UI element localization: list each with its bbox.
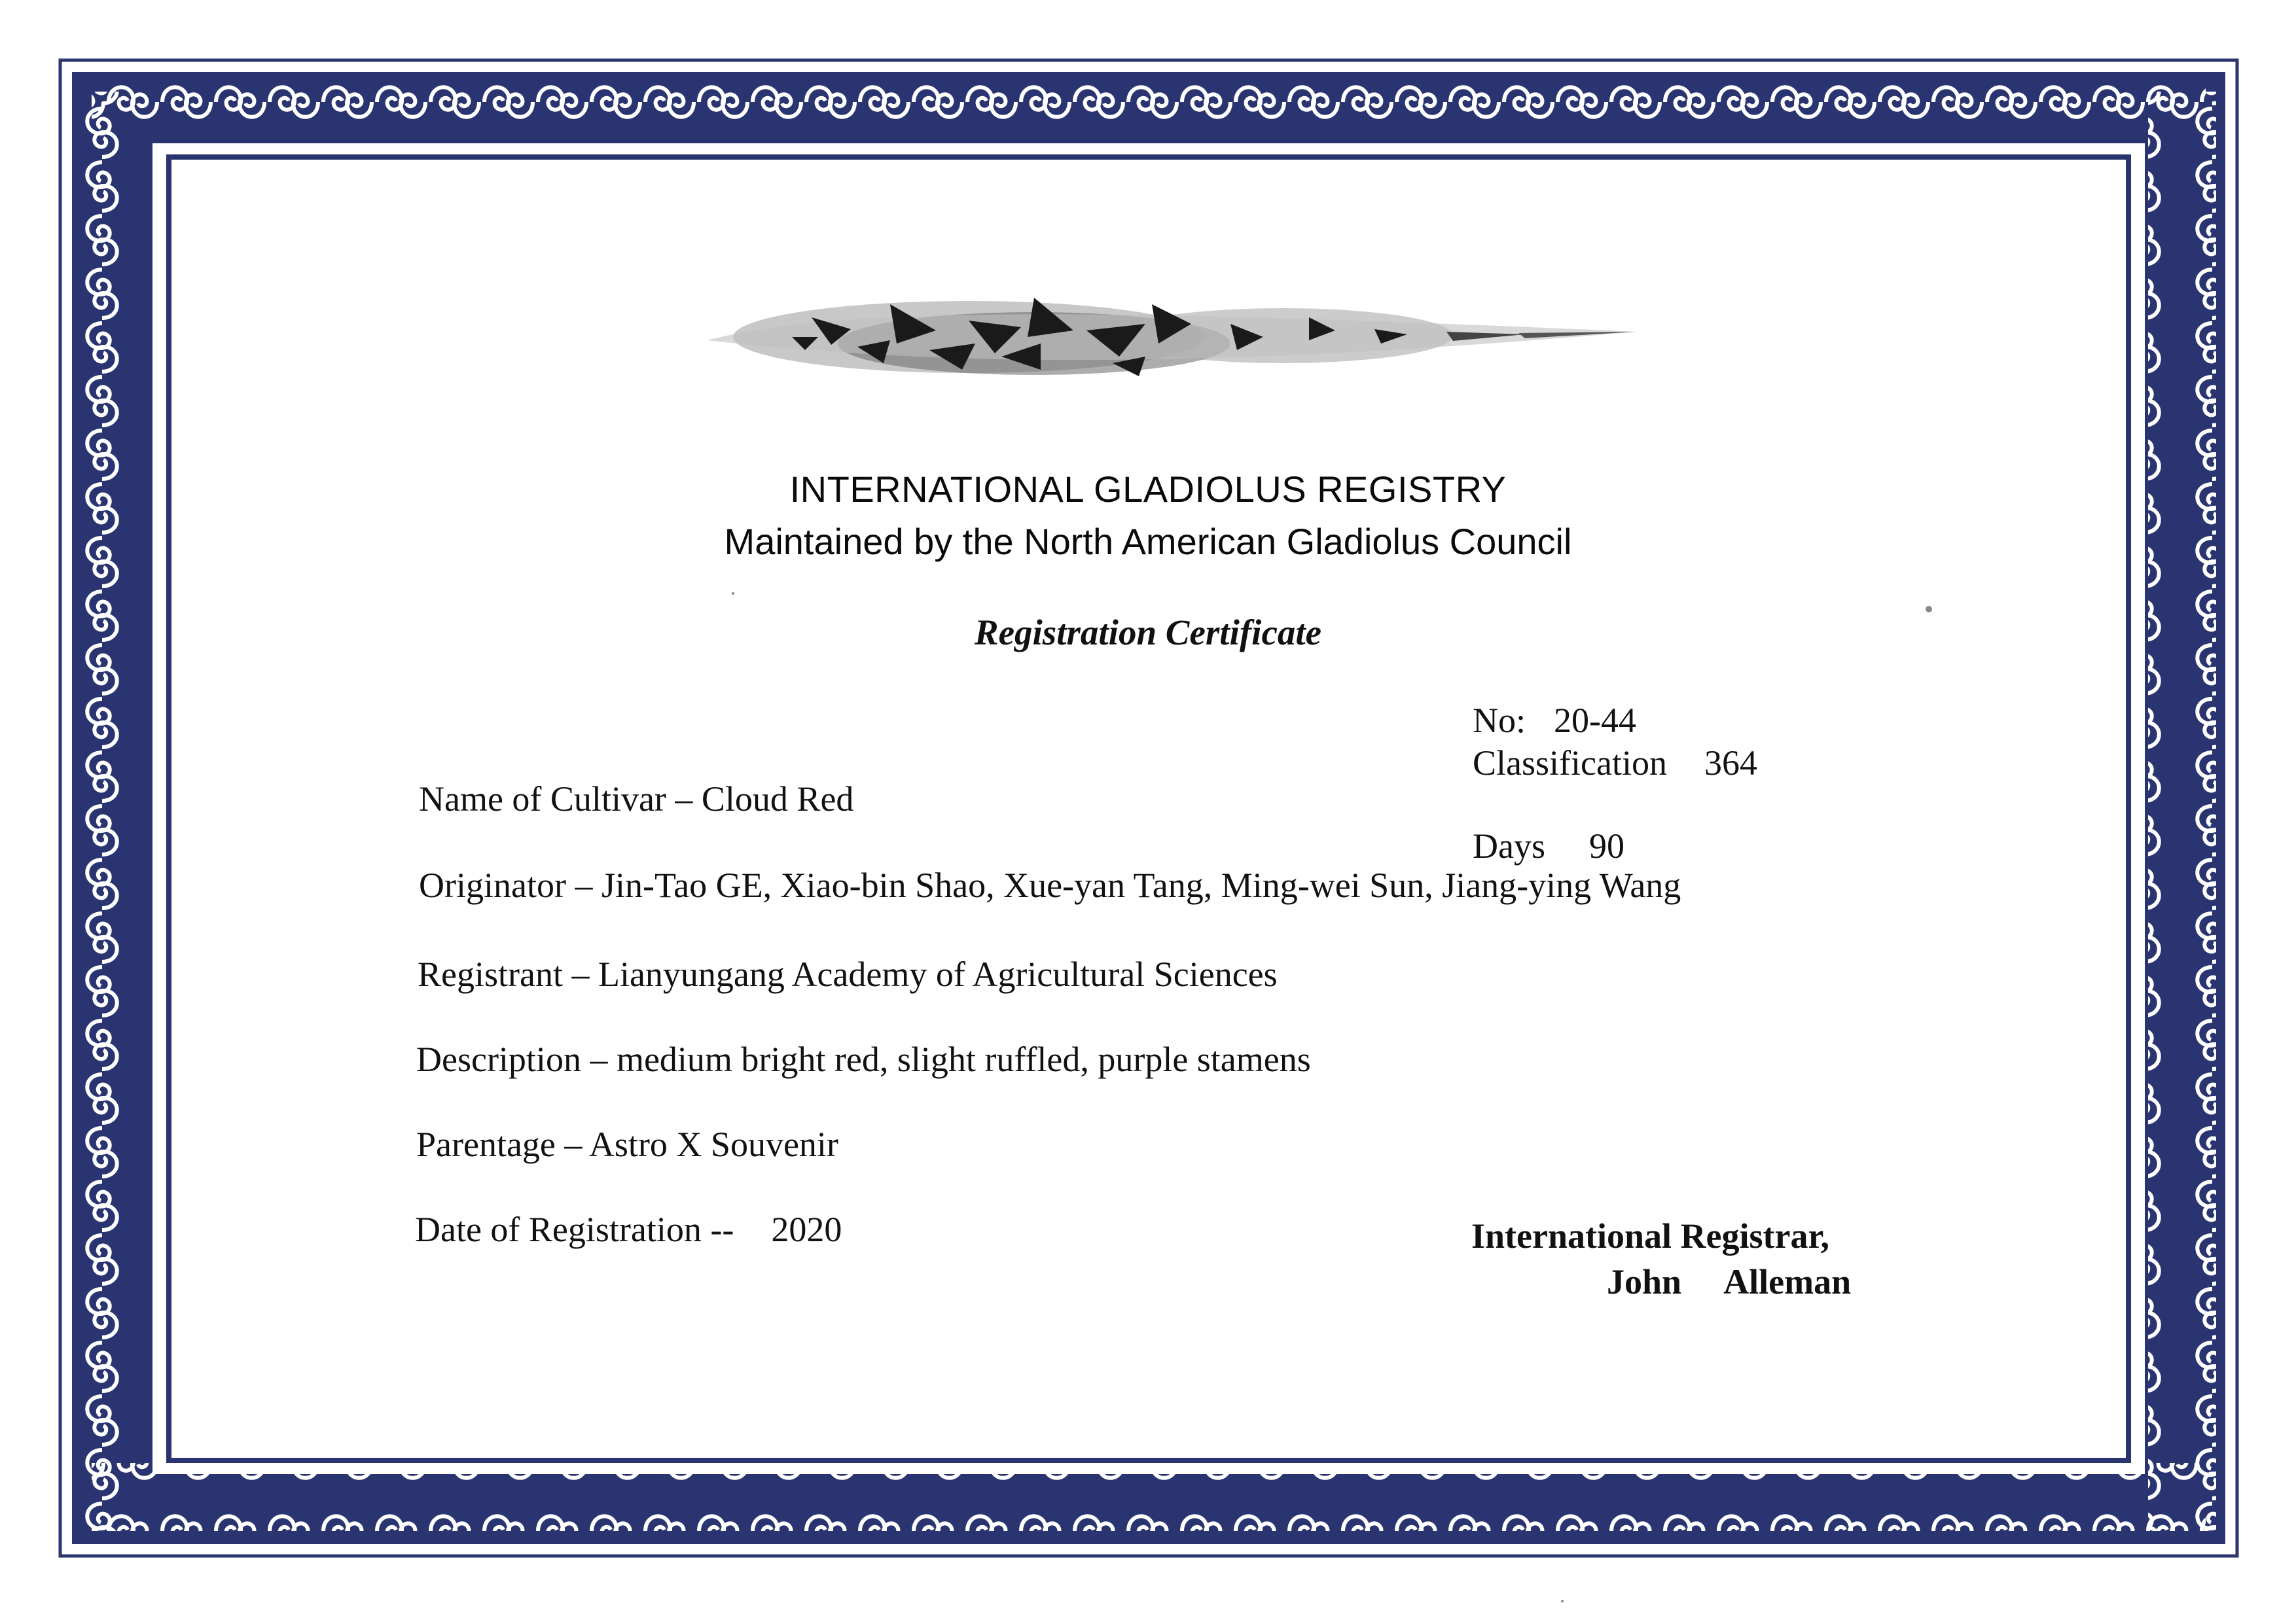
originator [419, 865, 1681, 906]
date-label: Date of Registration -- [415, 1210, 734, 1249]
registrar-last-name: Alleman [1723, 1262, 1852, 1301]
number-label: No: [1473, 701, 1526, 740]
cultivar-value: Cloud Red [701, 779, 854, 819]
scan-speck [732, 592, 734, 595]
classification-value: 364 [1704, 743, 1757, 783]
registrant-label: Registrant – [418, 955, 590, 994]
description-value: medium bright red, slight ruffled, purple stamens [616, 1040, 1311, 1079]
originator-value: Jin-Tao GE, Xiao-bin Shao, Xue-yan Tang, Ming-wei Sun, Jiang-ying Wang [601, 866, 1681, 905]
days-value: 90 [1588, 826, 1624, 866]
description [416, 1039, 1311, 1080]
scan-speck [1561, 1600, 1564, 1602]
days [1473, 826, 1624, 866]
registration-date [415, 1209, 842, 1250]
registrant-value: Lianyungang Academy of Agricultural Sciences [598, 955, 1278, 994]
cultivar-label: Name of Cultivar – [419, 779, 693, 819]
registrant [418, 954, 1278, 995]
originator-label: Originator – [419, 866, 593, 905]
registry-title: INTERNATIONAL GLADIOLUS REGISTRY [789, 468, 1507, 510]
registry-subtitle: Maintained by the North American Gladiolus Council [724, 521, 1572, 562]
gladiolus-flower-spike-icon [694, 258, 1649, 422]
scan-speck [1926, 606, 1932, 612]
parentage-label: Parentage – [416, 1125, 583, 1164]
classification-label: Classification [1473, 743, 1667, 783]
cultivar-name [419, 779, 853, 819]
days-label: Days [1473, 826, 1545, 866]
number-value: 20-44 [1554, 701, 1636, 740]
classification [1473, 743, 1757, 783]
certificate-title: Registration Certificate [974, 612, 1322, 652]
parentage [416, 1124, 838, 1165]
certificate-number [1473, 700, 1636, 741]
registrar-name [1607, 1262, 1851, 1302]
date-value: 2020 [771, 1210, 842, 1249]
registrar-title: International Registrar, [1471, 1216, 1829, 1256]
registrar-first-name: John [1607, 1262, 1682, 1301]
parentage-value: Astro X Souvenir [588, 1125, 838, 1164]
description-label: Description – [416, 1040, 608, 1079]
